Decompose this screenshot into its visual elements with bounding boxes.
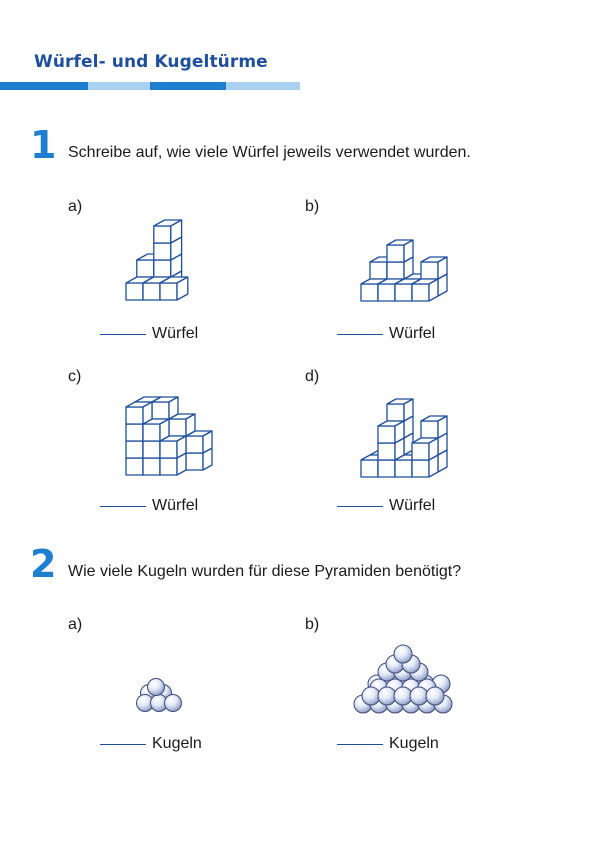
ball bbox=[165, 695, 182, 712]
title-bar-segment bbox=[150, 82, 226, 90]
ball bbox=[394, 645, 412, 663]
ball bbox=[394, 687, 412, 705]
answer-unit: Würfel bbox=[152, 497, 199, 514]
answer-2a bbox=[100, 735, 202, 753]
task-2-prompt: Wie viele Kugeln wurden für diese Pyramiden benötigt? bbox=[68, 563, 462, 580]
ball bbox=[426, 687, 444, 705]
task-1b-label: b) bbox=[305, 198, 320, 215]
answer-blank[interactable] bbox=[100, 506, 146, 507]
answer-1d bbox=[337, 497, 435, 515]
cube bbox=[412, 279, 438, 301]
answer-1a bbox=[100, 325, 198, 343]
answer-unit: Würfel bbox=[389, 325, 436, 342]
cube bbox=[387, 240, 413, 262]
ball bbox=[148, 679, 165, 696]
answer-blank[interactable] bbox=[100, 334, 146, 335]
cube-tower-d bbox=[345, 378, 455, 483]
ball bbox=[378, 687, 396, 705]
answer-2b bbox=[337, 735, 439, 753]
answer-blank[interactable] bbox=[337, 334, 383, 335]
answer-unit: Würfel bbox=[152, 325, 199, 342]
answer-blank[interactable] bbox=[337, 506, 383, 507]
cube bbox=[154, 220, 182, 243]
ball-pyramid-b bbox=[345, 640, 460, 720]
title-bar-segment bbox=[88, 82, 150, 90]
cube bbox=[152, 397, 178, 419]
cube-tower-b bbox=[345, 210, 455, 310]
answer-unit: Kugeln bbox=[152, 735, 202, 752]
page-title: Würfel- und Kugeltürme bbox=[34, 52, 268, 72]
cube bbox=[160, 277, 188, 300]
ball-pyramid-a bbox=[130, 675, 190, 720]
title-bar-segment bbox=[226, 82, 300, 90]
title-bar bbox=[0, 82, 300, 92]
answer-unit: Würfel bbox=[389, 497, 436, 514]
task-2-number: 2 bbox=[30, 542, 57, 586]
cube bbox=[421, 257, 447, 279]
ball bbox=[410, 687, 428, 705]
cube bbox=[378, 421, 404, 443]
cube-tower-c bbox=[110, 368, 220, 483]
cube bbox=[421, 416, 447, 438]
answer-1c bbox=[100, 497, 198, 515]
task-2b-label: b) bbox=[305, 616, 320, 633]
task-2a-label: a) bbox=[68, 616, 83, 633]
answer-unit: Kugeln bbox=[389, 735, 439, 752]
cube bbox=[387, 399, 413, 421]
task-1-number: 1 bbox=[30, 123, 57, 167]
answer-blank[interactable] bbox=[337, 744, 383, 745]
task-1a-label: a) bbox=[68, 198, 83, 215]
answer-blank[interactable] bbox=[100, 744, 146, 745]
title-bar-segment bbox=[0, 82, 88, 90]
task-1d-label: d) bbox=[305, 368, 320, 385]
cube bbox=[126, 402, 152, 424]
cube bbox=[412, 438, 438, 460]
task-1c-label: c) bbox=[68, 368, 82, 385]
task-1-prompt: Schreibe auf, wie viele Würfel jeweils verwendet wurden. bbox=[68, 144, 471, 161]
cube-tower-a bbox=[110, 195, 220, 310]
answer-1b bbox=[337, 325, 435, 343]
ball bbox=[362, 687, 380, 705]
